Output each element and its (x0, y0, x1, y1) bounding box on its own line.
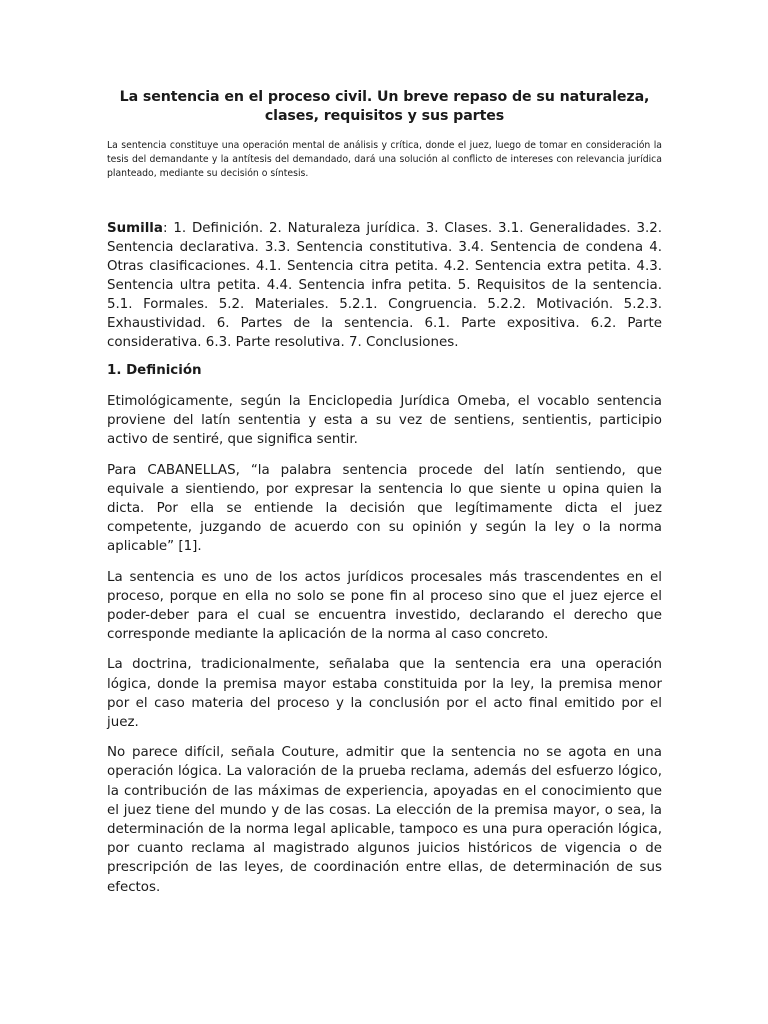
paragraph-etimologia: Etimológicamente, según la Enciclopedia Jurídica Omeba, el vocablo sentencia proviene del latín sententia y esta a su vez de sentiens, sentientis, participio activo de sentiré, que significa sentir. (107, 394, 662, 448)
document-page (107, 88, 662, 908)
paragraph-cabanellas: Para CABANELLAS, “la palabra sentencia procede del latín sentiendo, que equivale a sientiendo, por expresar la sentencia lo que siente u opina quien la dicta. Por ella se entiende la decisión que legítimamente dicta el juez competente, juzgando de acuerdo con su opinión y según la ley o la norma aplicable” [1]. (107, 462, 662, 555)
paragraph-couture: No parece difícil, señala Couture, admitir que la sentencia no se agota en una operación lógica. La valoración de la prueba reclama, además del esfuerzo lógico, la contribución de las máximas de experiencia, apoyadas en el conocimiento que el juez tiene del mundo y de las cosas. La elección de la premisa mayor, o sea, la determinación de la norma legal aplicable, tampoco es una pura operación lógica, por cuanto reclama al magistrado algunos juicios históricos de vigencia o de prescripción de las leyes, de coordinación entre ellas, de determinación de sus efectos. (107, 745, 662, 895)
section-heading-definicion: 1. Definición (107, 363, 202, 378)
document-title: La sentencia en el proceso civil. Un breve repaso de su naturaleza, clases, requisitos y sus partes (119, 89, 650, 124)
sumilla-paragraph (107, 219, 662, 352)
sumilla-text: : 1. Definición. 2. Naturaleza jurídica. 3. Clases. 3.1. Generalidades. 3.2. Sentencia declarativa. 3.3. Sentencia constitutiva. 3.4. Sentencia de condena 4. Otras clasificaciones. 4.1. Sentencia citra petita. 4.2. Sentencia extra petita. 4.3. Sentencia ultra petita. 4.4. Sentencia infra petita. 5. Requisitos de la sentencia. 5.1. Formales. 5.2. Materiales. 5.2.1. Congruencia. 5.2.2. Motivación. 5.2.3. Exhaustividad. 6. Partes de la sentencia. 6.1. Parte expositiva. 6.2. Parte considerativa. 6.3. Parte resolutiva. 7. Conclusiones. (107, 221, 662, 350)
document-abstract: La sentencia constituye una operación mental de análisis y crítica, donde el juez, luego de tomar en consideración la tesis del demandante y la antítesis del demandado, dará una solución al conflicto de intereses con relevancia jurídica planteado, mediante su decisión o síntesis. (107, 140, 662, 179)
sumilla-label: Sumilla (107, 221, 163, 236)
paragraph-actos-juridicos: La sentencia es uno de los actos jurídicos procesales más trascendentes en el proceso, porque en ella no solo se pone fin al proceso sino que el juez ejerce el poder-deber para el cual se encuentra investido, declarando el derecho que corresponde mediante la aplicación de la norma al caso concreto. (107, 569, 662, 643)
paragraph-doctrina: La doctrina, tradicionalmente, señalaba que la sentencia era una operación lógica, donde la premisa mayor estaba constituida por la ley, la premisa menor por el caso materia del proceso y la conclusión por el acto final emitido por el juez. (107, 657, 662, 731)
